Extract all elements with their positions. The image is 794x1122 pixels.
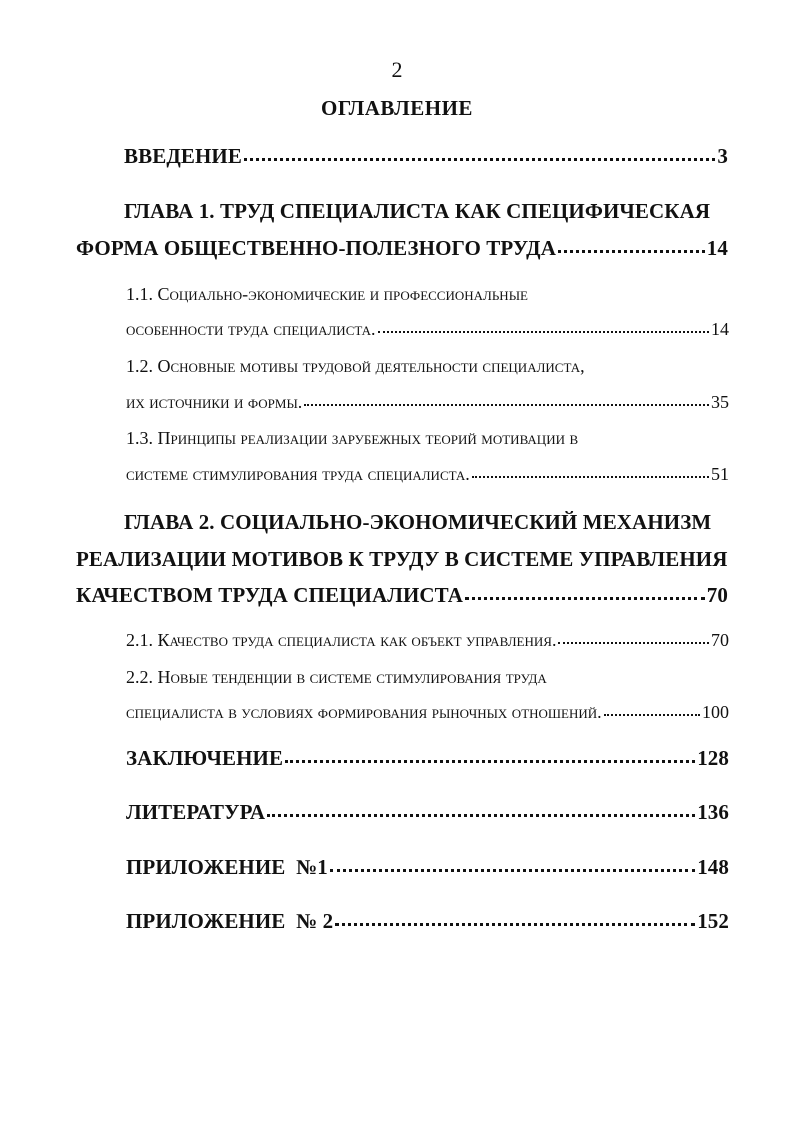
dot-leader [304,401,709,406]
toc-chapter1-line1[interactable]: ГЛАВА 1. ТРУД СПЕЦИАЛИСТА КАК СПЕЦИФИЧЕСКАЯ [124,199,711,223]
toc-page-ref: 35 [711,392,729,412]
toc-entry-s2-1[interactable] [126,630,729,651]
page-number: 2 [391,57,403,82]
toc-entry-chapter1[interactable] [76,236,728,261]
toc-entry-label: специалиста в условиях формирования рыночных отношений. [126,702,602,722]
toc-s2-2-line1[interactable]: 2.2. Новые тенденции в системе стимулирования труда [126,667,547,687]
dot-leader [335,920,695,926]
toc-entry-label: КАЧЕСТВОМ ТРУДА СПЕЦИАЛИСТА [76,583,463,607]
toc-chapter2-line1[interactable]: ГЛАВА 2. СОЦИАЛЬНО-ЭКОНОМИЧЕСКИЙ МЕХАНИЗМ [124,510,712,534]
dot-leader [604,711,700,716]
dot-leader [558,639,709,644]
toc-entry-s1-2[interactable] [126,392,729,413]
toc-entry-literature[interactable] [126,800,729,825]
toc-entry-intro[interactable] [124,144,728,169]
toc-entry-conclusion[interactable] [126,746,729,771]
toc-page-ref: 70 [711,630,729,650]
toc-entry-s2-2[interactable] [126,702,729,723]
toc-page-ref: 100 [702,702,729,722]
toc-entry-label: ЗАКЛЮЧЕНИЕ [126,746,284,770]
toc-entry-label: 2.1. Качество труда специалиста как объект управления. [126,630,557,650]
toc-entry-label: особенности труда специалиста. [126,319,376,339]
toc-page-ref: 70 [706,583,728,607]
toc-entry-label: ПРИЛОЖЕНИЕ № 2 [126,909,334,933]
toc-page-ref: 136 [697,800,729,824]
toc-title: ОГЛАВЛЕНИЕ [321,96,473,120]
toc-entry-chapter2[interactable] [76,583,728,608]
toc-entry-label: системе стимулирования труда специалиста. [126,464,470,484]
toc-page-ref: 3 [717,144,728,168]
toc-s1-2-line1[interactable]: 1.2. Основные мотивы трудовой деятельности специалиста, [126,356,585,376]
toc-entry-appendix2[interactable] [126,909,729,934]
dot-leader [267,811,695,817]
toc-s1-3-line1[interactable]: 1.3. Принципы реализации зарубежных теорий мотивации в [126,428,579,448]
toc-chapter2-line2[interactable]: РЕАЛИЗАЦИИ МОТИВОВ К ТРУДУ В СИСТЕМЕ УПРАВЛЕНИЯ [76,547,728,571]
toc-entry-label: ФОРМА ОБЩЕСТВЕННО-ПОЛЕЗНОГО ТРУДА [76,236,556,260]
toc-page-ref: 152 [697,909,729,933]
dot-leader [472,473,709,478]
toc-page-ref: 148 [697,855,729,879]
toc-page-ref: 128 [697,746,729,770]
toc-s1-1-line1[interactable]: 1.1. Социально-экономические и профессиональные [126,284,528,304]
toc-page-ref: 14 [711,319,729,339]
toc-page-ref: 14 [706,236,728,260]
toc-entry-appendix1[interactable] [126,855,729,880]
dot-leader [465,594,705,600]
dot-leader [244,155,715,161]
toc-entry-label: их источники и формы. [126,392,303,412]
toc-page-ref: 51 [711,464,729,484]
toc-entry-label: ВВЕДЕНИЕ [124,144,242,168]
toc-entry-s1-1[interactable] [126,319,729,340]
dot-leader [330,866,695,872]
toc-entry-label: ПРИЛОЖЕНИЕ №1 [126,855,328,879]
toc-entry-s1-3[interactable] [126,464,729,485]
dot-leader [378,328,709,333]
dot-leader [285,757,695,763]
toc-entry-label: ЛИТЕРАТУРА [126,800,266,824]
dot-leader [558,247,705,253]
